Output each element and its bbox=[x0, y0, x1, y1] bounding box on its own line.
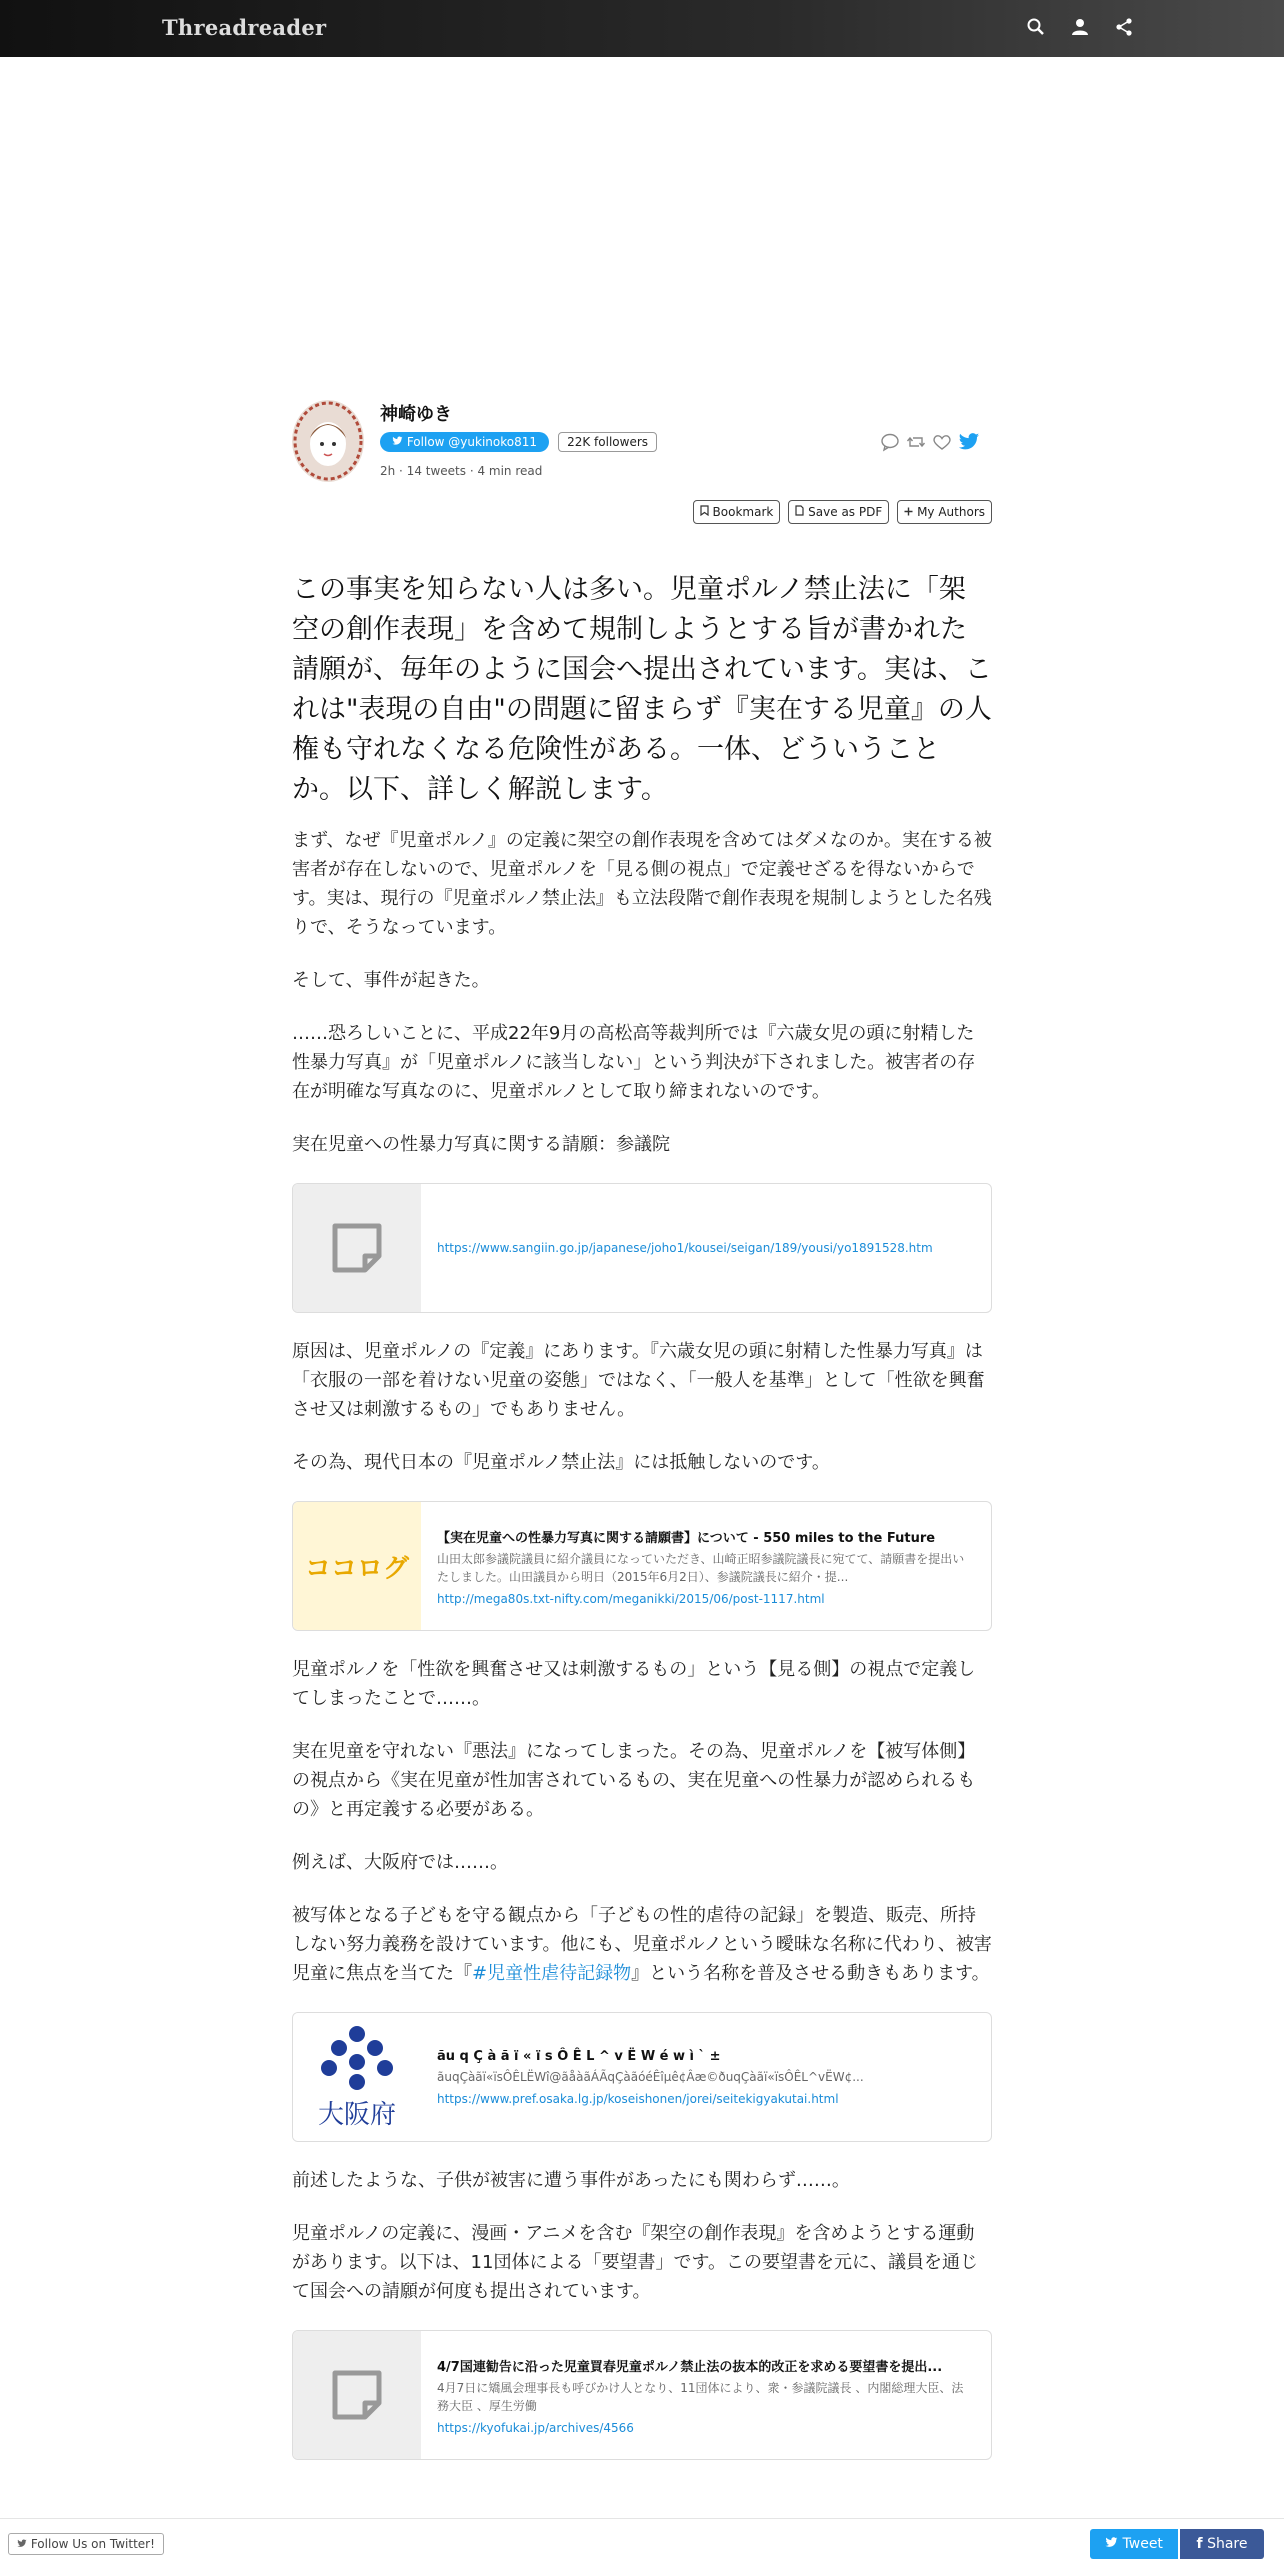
tweet-text: 前述したような、子供が被害に遭う事件があったにも関わらず……。 bbox=[292, 2170, 850, 2191]
my-authors-button[interactable]: My Authors bbox=[897, 500, 992, 524]
twitter-bird-icon bbox=[392, 435, 407, 449]
twitter-icon[interactable] bbox=[958, 432, 978, 452]
tweet-text: 被写体となる子どもを守る観点から「子どもの性的虐待の記録」を製造、販売、所持しない努力義務を設けています。他にも、児童ポルノという曖昧な名称に代わり、被害児童に焦点を当てた『#児童性虐待記録物』という名称を普及させる動きもあります。 bbox=[292, 1905, 992, 1984]
file-icon bbox=[795, 505, 804, 519]
tweet-text: ……恐ろしいことに、平成22年9月の高松高等裁判所では『六歳女児の頭に射精した性暴力写真』が「児童ポルノに該当しない」という判決が下されました。被害者の存在が明確な写真なのに、児童ポルノとして取り締まれないのです。 bbox=[292, 1023, 976, 1102]
tweet-text: 例えば、大阪府では……。 bbox=[292, 1852, 508, 1873]
link-card-description: 4月7日に矯風会理事長も呼びかけ人となり、11団体により、衆・参議院議長 、内閣総理大臣、法務大臣 、厚生労働 bbox=[437, 2380, 964, 2413]
link-card[interactable] bbox=[292, 2330, 992, 2460]
share-button[interactable]: f Share bbox=[1180, 2529, 1264, 2559]
twitter-icon bbox=[17, 2537, 27, 2551]
avatar[interactable] bbox=[292, 400, 364, 482]
placeholder-image-icon bbox=[293, 1184, 421, 1312]
link-card-title[interactable]: ãu q Ç à ã ï « ï s Ô Ê L ^ v Ë W é w ì ` ± bbox=[437, 2048, 721, 2064]
bookmark-icon bbox=[700, 505, 709, 519]
like-icon[interactable] bbox=[932, 432, 952, 452]
thread-toolbar bbox=[693, 500, 992, 524]
hashtag-link[interactable]: #児童性虐待記録物 bbox=[472, 1963, 632, 1984]
save-pdf-button[interactable]: Save as PDF bbox=[788, 500, 889, 524]
site-logo[interactable]: Threadreader bbox=[162, 15, 327, 40]
tweet-button[interactable]: Tweet bbox=[1090, 2529, 1178, 2559]
link-card[interactable] bbox=[292, 2012, 992, 2142]
link-card-url[interactable]: http://mega80s.txt-nifty.com/meganikki/2015/06/post-1117.html bbox=[437, 1591, 825, 1606]
follow-us-twitter-button[interactable]: Follow Us on Twitter! bbox=[8, 2533, 164, 2555]
bookmark-button[interactable]: Bookmark bbox=[693, 500, 781, 524]
link-card[interactable] bbox=[292, 1183, 992, 1313]
follow-button[interactable]: Follow @yukinoko811 bbox=[380, 432, 549, 452]
tweet-text: そして、事件が起きた。 bbox=[292, 970, 490, 991]
thread-meta: 2h · 14 tweets · 4 min read bbox=[380, 464, 543, 478]
retweet-icon[interactable] bbox=[906, 432, 926, 452]
link-card-description: ãuqÇàãï«ïsÔÊLËWî@ãåàãÁÃqÇàãóéÊîµê¢Âæ©ðuqÇàãï«ïsÔÊL^vËW¢... bbox=[437, 2069, 864, 2084]
tweet-text: まず、なぜ『児童ポルノ』の定義に架空の創作表現を含めてはダメなのか。実在する被害者が存在しないので、児童ポルノを「見る側の視点」で定義せざるを得ないからです。実は、現行の『児童ポルノ禁止法』も立法段階で創作表現を規制しようとした名残りで、そうなっています。 bbox=[292, 830, 992, 938]
link-card-title[interactable]: 【実在児童への性暴力写真に関する請願書】について - 550 miles to the Future bbox=[437, 1530, 936, 1546]
user-icon[interactable] bbox=[1070, 17, 1090, 37]
tweet-text: 原因は、児童ポルノの『定義』にあります。『六歳女児の頭に射精した性暴力写真』は「衣服の一部を着けない児童の姿態」ではなく、「一般人を基準」として「性欲を興奮させ又は刺激するもの」でもありません。 bbox=[292, 1341, 985, 1420]
tweet-text: 児童ポルノの定義に、漫画・アニメを含む『架空の創作表現』を含めようとする運動があります。以下は、11団体による「要望書」です。この要望書を元に、議員を通じて国会への請願が何度も提出されています。 bbox=[292, 2223, 979, 2302]
cocolog-logo: ココログ bbox=[293, 1502, 421, 1630]
search-icon[interactable] bbox=[1026, 17, 1046, 37]
link-card-url[interactable]: https://www.sangiin.go.jp/japanese/joho1/kousei/seigan/189/yousi/yo1891528.htm bbox=[437, 1241, 933, 1255]
link-card[interactable] bbox=[292, 1501, 992, 1631]
reply-icon[interactable] bbox=[880, 432, 900, 452]
link-card-url[interactable]: https://kyofukai.jp/archives/4566 bbox=[437, 2420, 634, 2435]
author-info bbox=[380, 400, 992, 478]
link-card-url[interactable]: https://www.pref.osaka.lg.jp/koseishonen/jorei/seitekigyakutai.html bbox=[437, 2091, 839, 2106]
thread-content bbox=[292, 570, 992, 2484]
footer-bar bbox=[0, 2518, 1284, 2569]
share-icon[interactable] bbox=[1114, 17, 1134, 37]
tweet-text: 実在児童を守れない『悪法』になってしまった。その為、児童ポルノを【被写体側】の視点から《実在児童が性加害されているもの、実在児童への性暴力が認められるもの》と再定義する必要がある。 bbox=[292, 1741, 976, 1820]
facebook-icon: f bbox=[1196, 2536, 1203, 2552]
followers-count: 22K followers bbox=[558, 432, 657, 452]
top-navbar bbox=[0, 0, 1284, 57]
placeholder-image-icon bbox=[293, 2331, 421, 2459]
tweet-text: 実在児童への性暴力写真に関する請願：参議院 bbox=[292, 1134, 670, 1155]
link-card-description: 山田太郎参議院議員に紹介議員になっていただき、山崎正昭参議院議長に宛てて、請願書を提出いたしました。山田議員から明日（2015年6月2日）、参議院議長に紹介・提... bbox=[437, 1551, 965, 1584]
tweet-text: その為、現代日本の『児童ポルノ禁止法』には抵触しないのです。 bbox=[292, 1452, 830, 1473]
tweet-text: 児童ポルノを「性欲を興奮させ又は刺激するもの」という【見る側】の視点で定義してしまったことで……。 bbox=[292, 1659, 976, 1709]
ad-space bbox=[0, 57, 1284, 387]
thread-lead: この事実を知らない人は多い。児童ポルノ禁止法に「架空の創作表現」を含めて規制しようとする旨が書かれた請願が、毎年のように国会へ提出されています。実は、これは"表現の自由"の問題に留まらず『実在する児童』の人権も守れなくなる危険性がある。一体、どういうことか。以下、詳しく解説します。 bbox=[292, 574, 992, 805]
twitter-icon bbox=[1105, 2536, 1118, 2552]
link-card-title[interactable]: 4/7国連勧告に沿った児童買春児童ポルノ禁止法の抜本的改正を求める要望書を提出... bbox=[437, 2359, 943, 2375]
author-name[interactable]: 神崎ゆき bbox=[380, 404, 452, 425]
osaka-logo: 大阪府 bbox=[293, 2013, 421, 2141]
plus-icon bbox=[904, 505, 913, 519]
